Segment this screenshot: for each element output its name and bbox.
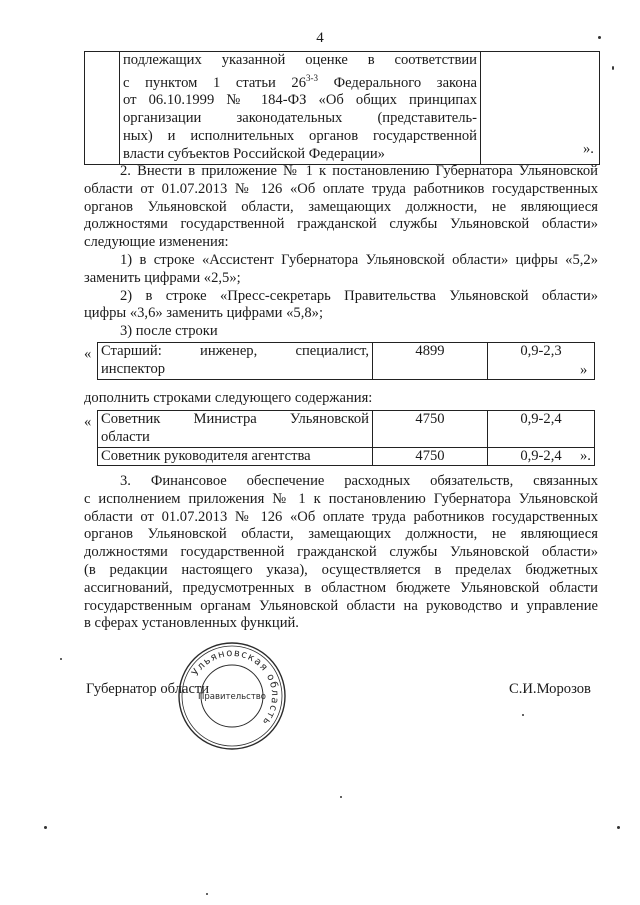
para-line: заменить цифрами «2,5»; xyxy=(84,269,241,286)
continued-table xyxy=(84,51,600,165)
table-row xyxy=(98,343,595,380)
scan-speck xyxy=(340,796,342,798)
cell-line: власти субъектов Российской Федерации» xyxy=(123,145,385,162)
para-line: должностями государственной гражданской службы Ульяновской области» xyxy=(84,544,598,561)
table-cell-value: 4750 xyxy=(373,447,488,466)
paragraph-2 xyxy=(84,163,598,341)
reference-table xyxy=(97,342,595,380)
para-line: цифры «3,6» заменить цифрами «5,8»; xyxy=(84,305,324,322)
signature-title: Губернатор области xyxy=(86,681,210,697)
table-cell-empty xyxy=(85,52,120,165)
opening-quote: « xyxy=(84,414,92,430)
superscript: 3-3 xyxy=(306,72,319,83)
official-stamp xyxy=(176,640,288,752)
para-line: ассигнований, предусмотренных в областном бюджете Ульяновской области xyxy=(84,579,598,596)
para-line: 1) в строке «Ассистент Губернатора Ульяновской области» цифры «5,2» xyxy=(120,251,598,268)
closing-quote: » xyxy=(580,362,588,378)
scan-speck xyxy=(522,714,524,716)
para-line: 2) в строке «Пресс-секретарь Правительства Ульяновской области» xyxy=(120,287,598,304)
table-cell-range: 0,9-2,4 xyxy=(488,447,595,466)
cell-line: ных) и исполнительных органов государственной xyxy=(123,128,477,145)
table-cell-title: Советник руководителя агентства xyxy=(98,447,373,466)
stamp-ring-text: Ульяновская область xyxy=(190,647,281,728)
scan-speck xyxy=(617,826,620,829)
opening-quote: « xyxy=(84,346,92,362)
stamp-center-text: Правительство xyxy=(198,692,266,702)
scan-speck xyxy=(60,658,62,660)
table-cell-range: 0,9-2,3 xyxy=(488,343,595,380)
table-cell-value: 4899 xyxy=(373,343,488,380)
para-line: должностями государственной гражданской службы Ульяновской области» xyxy=(84,216,598,233)
table-cell-range: 0,9-2,4 xyxy=(488,411,595,448)
page-number: 4 xyxy=(316,30,324,46)
paragraph-3 xyxy=(84,473,598,633)
para-line: области от 01.07.2013 № 126 «Об оплате труда работников государственных xyxy=(84,180,598,197)
cell-line: с пунктом 1 статьи 26$^{3-3}$ Федерального закона xyxy=(123,72,477,91)
table-cell-empty xyxy=(481,52,600,165)
para-line: 3) после строки xyxy=(120,323,218,340)
table-row xyxy=(98,411,595,448)
table-row xyxy=(85,52,600,165)
para-line: органов Ульяновской области, замещающих должности, не являющиеся xyxy=(84,198,598,215)
para-line: 2. Внести в приложение № 1 к постановлению Губернатора Ульяновской xyxy=(120,163,598,179)
scan-speck xyxy=(206,893,208,895)
closing-quote: ». xyxy=(583,141,594,157)
cell-line: организации законодательных (представитель- xyxy=(123,110,477,127)
para-line: государственным органам Ульяновской области на руководство и управление xyxy=(84,597,598,614)
table-cell-title: Советник Министра Ульяновской области xyxy=(98,411,373,448)
new-rows-table xyxy=(97,410,595,466)
table-cell-title: Старший: инженер, специалист, инспектор xyxy=(98,343,373,380)
cell-line: подлежащих указанной оценке в соответствии xyxy=(123,52,477,68)
cell-line: от 06.10.1999 № 184-ФЗ «Об общих принципах xyxy=(123,92,477,109)
scan-speck xyxy=(612,66,614,70)
add-lines-text: дополнить строками следующего содержания: xyxy=(84,390,373,406)
table-cell-text xyxy=(120,52,481,165)
para-line: в сферах установленных функций. xyxy=(84,615,299,632)
closing-quote: ». xyxy=(580,448,591,464)
para-line: с исполнением приложения № 1 к постановлению Губернатора Ульяновской xyxy=(84,490,598,507)
para-line: области от 01.07.2013 № 126 «Об оплате труда работников государственных xyxy=(84,508,598,525)
scan-speck xyxy=(44,826,47,829)
table-row xyxy=(98,447,595,466)
para-line: органов Ульяновской области, замещающих должности, не являющиеся xyxy=(84,526,598,543)
signature-name: С.И.Морозов xyxy=(509,681,591,697)
para-line: 3. Финансовое обеспечение расходных обязательств, связанных xyxy=(120,473,598,489)
para-line: следующие изменения: xyxy=(84,234,229,251)
table-cell-value: 4750 xyxy=(373,411,488,448)
scan-speck xyxy=(598,36,601,39)
para-line: (в редакции настоящего указа), осуществляется в пределах бюджетных xyxy=(84,561,598,578)
